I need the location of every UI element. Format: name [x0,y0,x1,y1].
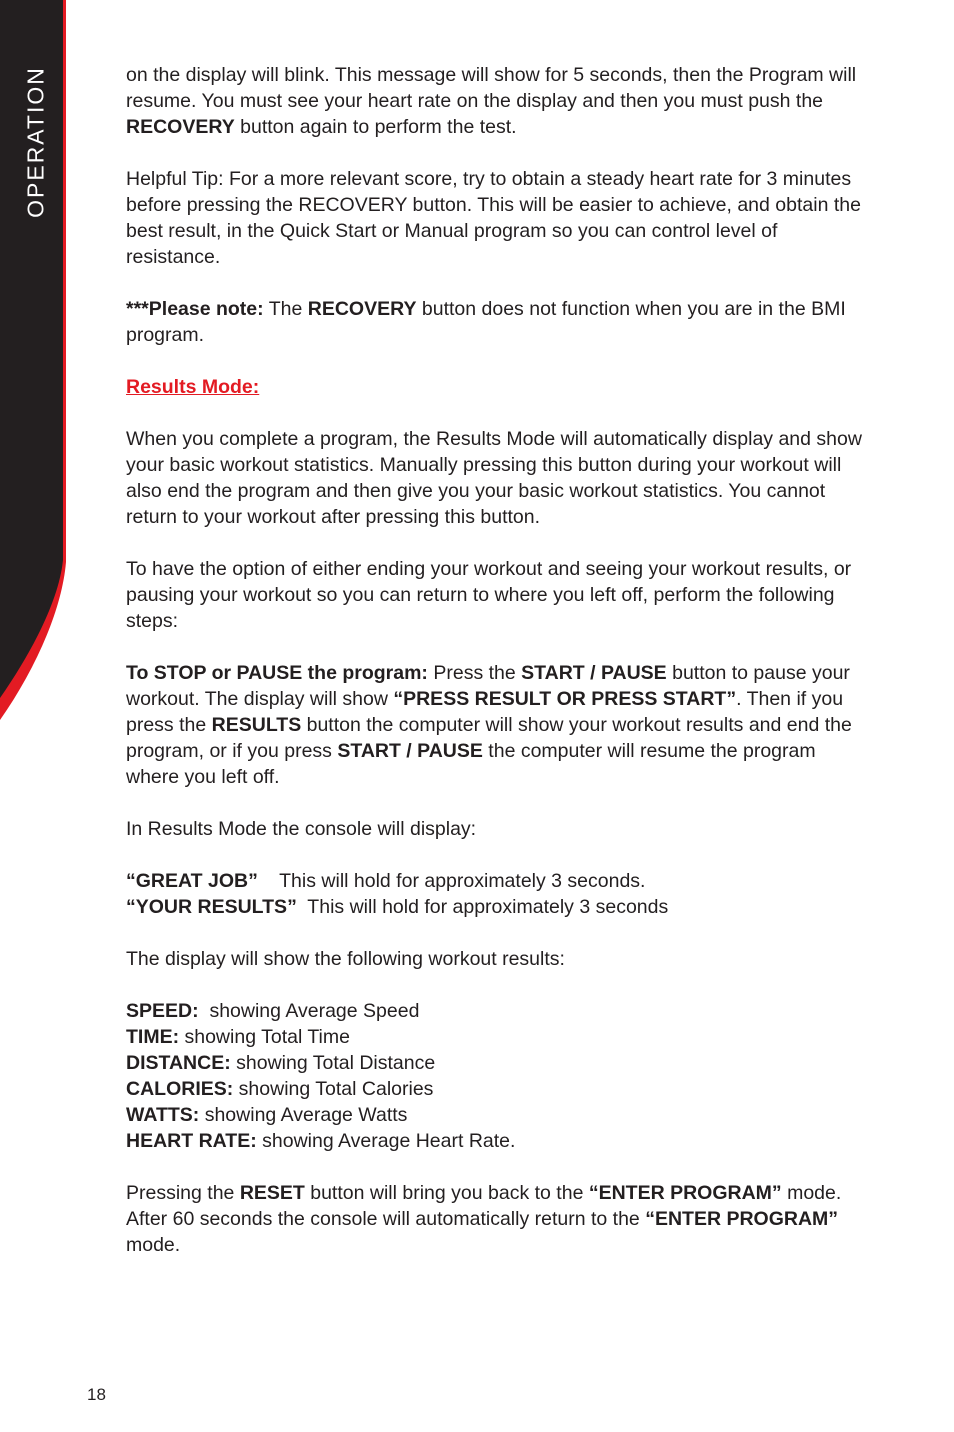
message-line: “YOUR RESULTS” This will hold for approximately 3 seconds [126,896,669,918]
paragraph-console-display: In Results Mode the console will display: [126,818,477,840]
paragraph-please-note: ***Please note: The RECOVERY button does not function when you are in the BMI program. [126,298,846,346]
result-line: SPEED: showing Average Speed [126,1000,420,1022]
paragraph-workout-results: The display will show the following workout results: [126,948,565,970]
paragraph-results-intro: When you complete a program, the Results Mode will automatically display and show your basic workout statistics. Manually pressing this button during your workout will also end the program and then give you your basic workout statistics. You cannot return to your workout after pressing this button. [126,428,862,528]
paragraph-stop-pause: To STOP or PAUSE the program: Press the START / PAUSE button to pause your workout. The display will show “PRESS RESULT OR PRESS START”. Then if you press the RESULTS button the computer will show your workout results and end the program, or if you press START / PAUSE the computer will resume the program where you left off. [126,662,852,788]
paragraph-helpful-tip: Helpful Tip: For a more relevant score, try to obtain a steady heart rate for 3 minutes before pressing the RECOVERY button. This will be easier to achieve, and obtain the best result, in the Quick Start or Manual program so you can control level of resistance. [126,168,861,268]
result-line: DISTANCE: showing Total Distance [126,1052,436,1074]
paragraph-options: To have the option of either ending your workout and seeing your workout results, or pausing your workout so you can return to where you left off, perform the following steps: [126,558,852,632]
paragraph-recovery-continued: on the display will blink. This message will show for 5 seconds, then the Program will resume. You must see your heart rate on the display and then you must push the RECOVERY button again to perform the test. [126,64,857,138]
results-mode-heading: Results Mode: [126,376,260,398]
message-line: “GREAT JOB” This will hold for approximately 3 seconds. [126,870,646,892]
result-line: TIME: showing Total Time [126,1026,350,1048]
section-label: OPERATION [22,66,49,218]
result-line: HEART RATE: showing Average Heart Rate. [126,1130,516,1152]
result-line: WATTS: showing Average Watts [126,1104,408,1126]
paragraph-reset: Pressing the RESET button will bring you back to the “ENTER PROGRAM” mode. After 60 seconds the console will automatically return to the “ENTER PROGRAM” mode. [126,1182,842,1256]
page-number: 18 [87,1385,106,1404]
page-content [126,62,871,1284]
result-line: CALORIES: showing Total Calories [126,1078,434,1100]
